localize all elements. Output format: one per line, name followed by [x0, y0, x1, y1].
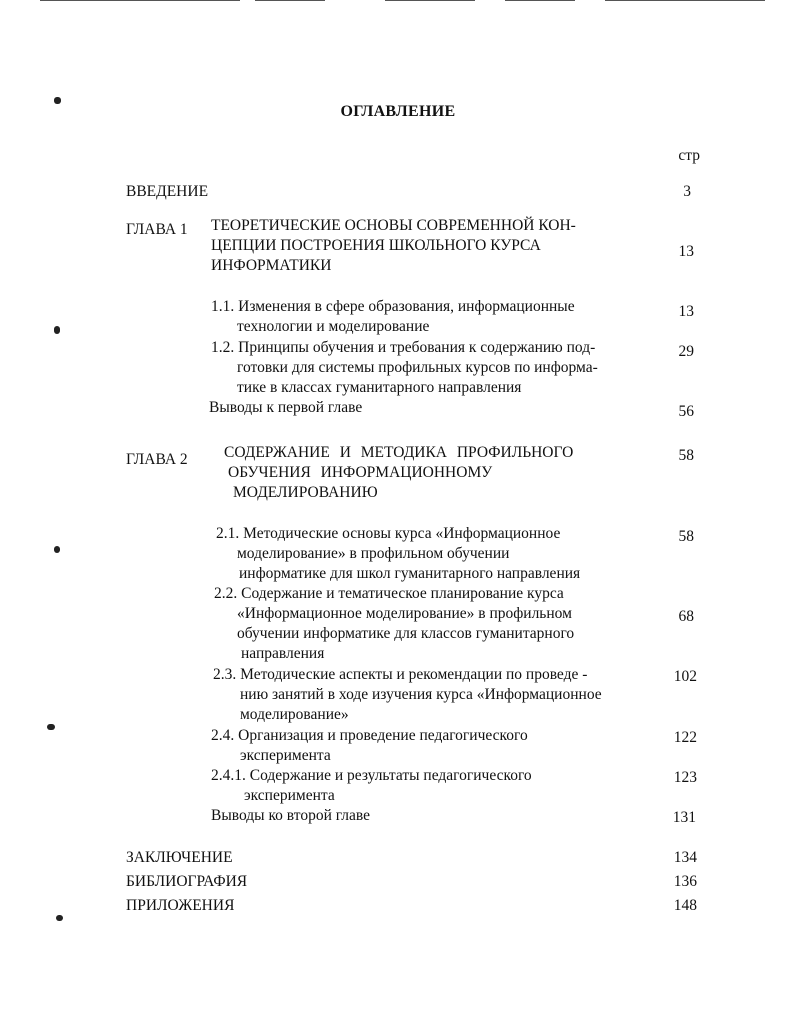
section-1-1-line: 1.1. Изменения в сфере образования, информационные: [211, 298, 575, 315]
scan-speck: [54, 546, 60, 553]
section-1-2-line: готовки для системы профильных курсов по информа-: [237, 359, 598, 376]
section-2-2-page: 68: [678, 608, 694, 625]
chapter1-page: 13: [678, 243, 694, 260]
chapter2-conclusion-page: 131: [672, 809, 696, 826]
chapter1-title-line: ЦЕПЦИИ ПОСТРОЕНИЯ ШКОЛЬНОГО КУРСА: [211, 237, 541, 254]
section-2-4-1-line: 2.4.1. Содержание и результаты педагогического: [211, 767, 532, 784]
section-2-4-1-line: эксперимента: [244, 787, 335, 804]
scan-speck: [47, 724, 55, 730]
chapter1-title-line: ТЕОРЕТИЧЕСКИЕ ОСНОВЫ СОВРЕМЕННОЙ КОН-: [211, 217, 576, 234]
page-column-header: стр: [678, 147, 700, 164]
section-1-2-page: 29: [678, 343, 694, 360]
scan-top-rule: [40, 0, 240, 1]
section-2-3-line: моделирование»: [240, 706, 349, 723]
chapter1-label: ГЛАВА 1: [126, 221, 188, 238]
toc-appendices-label: ПРИЛОЖЕНИЯ: [126, 897, 235, 914]
chapter2-title-line: ОБУЧЕНИЯ ИНФОРМАЦИОННОМУ: [228, 464, 493, 481]
section-2-1-line: информатике для школ гуманитарного направления: [239, 565, 581, 582]
chapter2-title-line: МОДЕЛИРОВАНИЮ: [233, 484, 378, 501]
chapter2-title-line: СОДЕРЖАНИЕ И МЕТОДИКА ПРОФИЛЬНОГО: [224, 444, 574, 461]
chapter2-label: ГЛАВА 2: [126, 451, 188, 468]
section-2-1-page: 58: [678, 528, 694, 545]
section-1-1-line: технологии и моделирование: [237, 318, 430, 335]
toc-intro-page: 3: [683, 183, 691, 200]
toc-bibliography-page: 136: [673, 873, 697, 890]
section-2-2-line: 2.2. Содержание и тематическое планирование курса: [214, 585, 564, 602]
scan-top-rule: [505, 0, 575, 1]
scan-speck: [54, 326, 60, 334]
section-2-2-line: обучении информатике для классов гуманитарного: [237, 625, 575, 642]
scan-speck: [56, 915, 63, 921]
section-2-3-line: 2.3. Методические аспекты и рекомендации по проведе -: [213, 666, 588, 683]
section-2-1-line: 2.1. Методические основы курса «Информационное: [216, 525, 561, 542]
toc-conclusion-label: ЗАКЛЮЧЕНИЕ: [126, 849, 233, 866]
toc-bibliography-label: БИБЛИОГРАФИЯ: [126, 873, 248, 890]
section-2-4-1-page: 123: [673, 769, 697, 786]
chapter1-title-line: ИНФОРМАТИКИ: [211, 257, 332, 274]
section-2-2-line: направления: [241, 645, 325, 662]
section-1-2-line: 1.2. Принципы обучения и требования к содержанию под-: [211, 339, 596, 356]
toc-conclusion-page: 134: [673, 849, 697, 866]
section-2-3-line: нию занятий в ходе изучения курса «Информационное: [240, 686, 602, 703]
section-2-1-line: моделирование» в профильном обучении: [237, 545, 510, 562]
chapter2-conclusion-label: Выводы ко второй главе: [211, 807, 371, 824]
toc-appendices-page: 148: [673, 897, 697, 914]
chapter2-page: 58: [678, 447, 694, 464]
section-2-4-page: 122: [673, 729, 697, 746]
chapter1-conclusion-page: 56: [678, 403, 694, 420]
section-2-2-line: «Информационное моделирование» в профильном: [237, 605, 572, 622]
section-2-4-line: 2.4. Организация и проведение педагогического: [211, 727, 528, 744]
scan-top-rule: [255, 0, 325, 1]
scan-top-rule: [605, 0, 765, 1]
chapter1-conclusion-label: Выводы к первой главе: [209, 399, 363, 416]
section-1-2-line: тике в классах гуманитарного направления: [237, 379, 522, 396]
section-1-1-page: 13: [678, 303, 694, 320]
page-title: ОГЛАВЛЕНИЕ: [340, 103, 456, 120]
toc-intro-label: ВВЕДЕНИЕ: [126, 183, 209, 200]
section-2-3-page: 102: [673, 668, 697, 685]
section-2-4-line: эксперимента: [240, 747, 331, 764]
scan-top-rule: [385, 0, 475, 1]
